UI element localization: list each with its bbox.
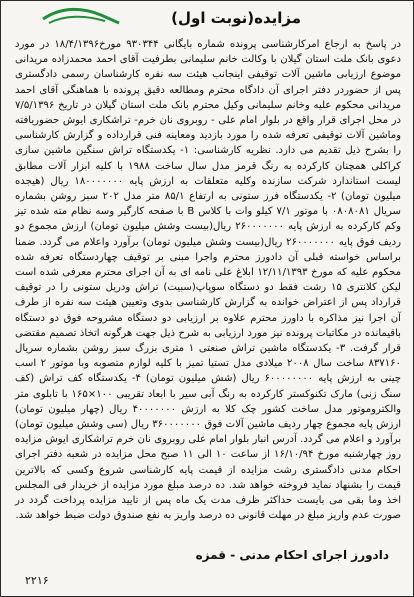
notice-body: در پاسخ به ارجاع امرکارشناسی پرونده شماره بایگانی ۹۳۰۳۴۴ مورخ۱۸/۴/۱۳۹۶ در مورد دعوی بانک ملت استان گیلان با وکالت خانم سلیمانی بطرفیت آقای احمد محمدزاده مریدانی موضوع ارزیابی ماشین آلات توقیفی اینجانب هیئت سه نفره کارشناسان رسمی دادگستری پس از حضوردر دفتر اجرای آن دادگاه محترم ومطالعه دقیق پرونده با هماهنگی آقای احمد مریدانی محکوم علیه وخانم سلیمانی وکیل محترم بانک ملت استان گیلان در تاریخ ۷/۵/۱۳۹۶ در محل اجرای قرار واقع در بلوار امام علی - روبروی نان خرم- تراشکاری ایوش حضوریافته وماشین آلات توقیفی تعرفه شده را مورد بازدید ومعاینه فنی قرارداده و گزارش کارشناسی را بشرح ذیل تقدیم می دارد. نظریه کارشناسی: ۱- یکدستگاه تراش سنگین ماشین سازی کراکلی همچنان کارکرده به رنگ قرمز مدل سال ساخت ۱۹۸۸ با کلیه ابزار آلات مطابق لیست استاندارد شرکت سازنده وکلیه متعلقات به ارزش پایه ۱۸۰۰۰۰۰۰۰ ریال (هیجده میلیون تومان) ۲- یکدستگاه فرز ستونی به ارتفاع ۸۵/۱ متر مدل ۲۰۲ سبز روشن بشماره سریال ۰۸۰۸۰۸۱ با موتور ۷/۱ کیلو وات با کلاس B با صفحه کارگیر وسه نظام مته شده تیز وکم کارکرده به ارزش پایه ۲۶۰۰۰۰۰۰۰ ریال(بیست وشش میلیون تومان) ارزش مجموع دو ردیف فوق پایه ۲۶۰۰۰۰۰۰۰ ریال(بیست وشش میلیون تومان) برآورد واعلام می گردد. ضمنا براساس خواسته قبلی آن دادورز محترم واجرا مبنی بر توقیف چهاردستگاه تعرفه شده محکوم علیه که مورخ ۱۲/۱۱/۱۳۹۳ ابلاغ علی نامه ای به آن اجرای محترم معرفی شده است لیکن کلانتری ۱۵ رشت فقط دو دستگاه سوپاپ(سبیت) تراش ودریل ستونی را در توقیف قرارداد پس از اعتراض خوانده به گزارش کارشناسی بدوی وتعیین هیئت سه نفره از طرف آن اجرا نیز مذاکره با داورز محترم علاوه بر ارزیابی دو دستگاه مشروحه فوق دو دستگاه باقیمانده در مکاتبات پرونده نیز مورد ارزیابی به شرح ذیل جهت هرگونه اتخاذ تصمیم مقتضی قرار گرفت. ۳- یکدستگاه ماشین تراش صنعتی ۱ متری بزرگ سبز روشن بشماره سریال ۸۳۷۱۶۰ ساخت سال ۲۰۰۸ میلادی مدل تستیا تمیز با کلیه لوازم متصوبه وبا موتور ۲ اسب چینی به ارزش پایه ۶۰۰۰۰۰۰۰۰ ریال (شش میلیون تومان) ۴- یکدستگاه کف تراش (کف سنگ زنی) مارک تکنوکستر کارکرده به رنگ آبی سیر با ابعاد تقریبی ۱۰۰×۱۶۵ با تابلوی متر والکتروموتور مدل ساخت کشور چک کلا به ارزش ۴۰۰۰۰۰۰۰ ریال (چهار میلیون تومان) ارزش پایه مجموع چهار ردیف ماشین آلات فوق ۳۶۰۰۰۰۰۰۰ ریال (سی وشش میلیون تومان) برآورد و اعلام می گردد. آدرس انبار بلوار امام علی روبروی نان خرم تراشکاری ایوش مزایده روز چهارشنبه مورخ ۱۶/۱۰/۹۴ از ساعت ۱۰ الی ۱۱ صبح محل مزایده در شعبه دفتر اجرای احکام مدنی دادگستری رشت مزایده از قیمت پایه کارشناسی شروع وکسی که بالاترین قیمت را بشنهاد نماید فروخته خواهد شد. ده درصد مبلغ مورد مزایده از خریدار فی المجلس اخذ وما بقی می بایست حداکثر ظرف مدت یک ماه پس از تایید مزایده پرداخت گردد در صورت عدم واریز مبلغ در مهلت قانونی ده درصد واریز به نفع صندوق دولت ضبط خواهد شد. (15, 39, 402, 522)
notice-code: ۲۲۱۶ (25, 574, 49, 587)
notice-title: مزایده(نوبت اول) (171, 9, 301, 27)
notice-header (1, 1, 413, 34)
signature-line: دادورز اجرای احکام مدنی - قمزه (195, 548, 389, 562)
corner-logo-mark (41, 3, 121, 27)
